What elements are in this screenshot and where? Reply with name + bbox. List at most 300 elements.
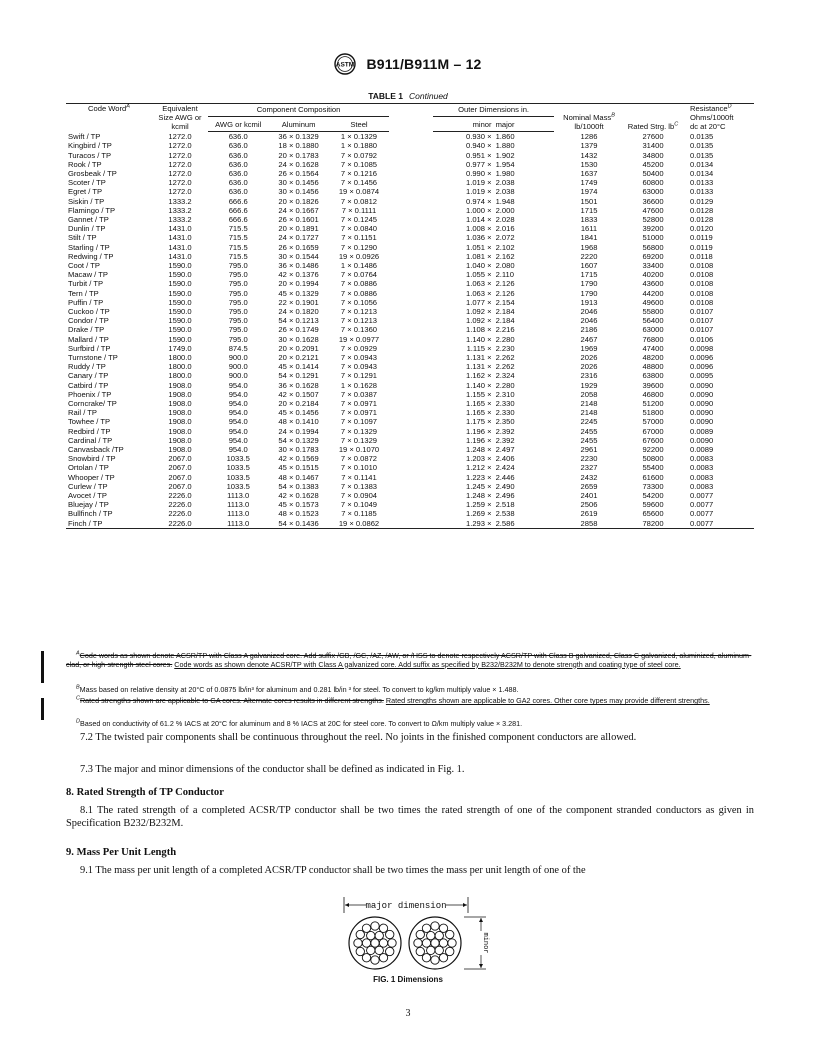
table-cell: 0.0077 <box>690 509 714 519</box>
table-cell: 51800 <box>642 408 664 418</box>
table-cell: 45200 <box>642 159 664 169</box>
table-cell: 2401 <box>580 491 598 501</box>
table-row <box>66 279 754 288</box>
table-cell: 2026 <box>580 362 598 372</box>
table-cell: 48200 <box>642 352 664 362</box>
table-cell: Siskin / TP <box>68 196 105 206</box>
footnote-b: $^B$Mass based on relative density at 20°C of 0.0875 lb/in³ for aluminum and 0.281 lb/in ³ for steel. To convert to kg/km multiply value × 1.488. <box>76 684 519 694</box>
table-cell: 636.0 <box>228 168 248 178</box>
table-row <box>66 390 754 399</box>
table-cell: 1.948 <box>495 196 515 206</box>
table-cell: 0.940 × <box>466 141 492 151</box>
table-label: TABLE 1 <box>368 91 404 101</box>
table-cell: 7 × 0.1290 <box>340 242 378 252</box>
table-cell: 1908.0 <box>168 435 192 445</box>
table-cell: 1.131 × <box>466 352 492 362</box>
table-cell: 54 × 0.1329 <box>278 435 319 445</box>
table-cell: 1.259 × <box>466 500 492 510</box>
strand-circle <box>416 947 424 955</box>
table-cell: 636.0 <box>228 132 248 142</box>
table-cell: 2316 <box>580 371 598 381</box>
table-cell: 2220 <box>580 251 598 261</box>
table-cell: 1272.0 <box>168 141 192 151</box>
table-cell: 1.063 × <box>466 279 492 289</box>
table-cell: 1.008 × <box>466 224 492 234</box>
table-cell: 59600 <box>642 500 664 510</box>
table-cell: 0.0129 <box>690 196 714 206</box>
table-cell: 795.0 <box>228 279 248 289</box>
table-cell: 1.077 × <box>466 297 492 307</box>
table-row <box>66 500 754 509</box>
table-cell: 0.0118 <box>690 251 713 261</box>
table-cell: 1272.0 <box>168 131 192 141</box>
table-cell: 7 × 0.1151 <box>341 233 377 243</box>
table-cell: 56400 <box>642 316 664 326</box>
table-cell: 1749.0 <box>168 343 192 353</box>
table-cell: Drake / TP <box>68 325 105 335</box>
table-cell: 45 × 0.1456 <box>278 408 319 418</box>
table-cell: 2046 <box>580 316 598 326</box>
table-cell: 1286 <box>580 131 598 141</box>
table-cell: 73300 <box>642 481 664 491</box>
table-cell: Phoenix / TP <box>68 389 112 399</box>
table-cell: 51200 <box>642 399 664 408</box>
table-cell: 19 × 0.1070 <box>338 445 380 455</box>
table-cell: Coot / TP <box>68 260 100 270</box>
table-cell: 30 × 0.1456 <box>278 178 319 188</box>
table-cell: 1800.0 <box>168 371 192 381</box>
table-row <box>66 160 754 169</box>
table-cell: 2067.0 <box>168 481 192 491</box>
table-row <box>66 344 754 353</box>
table-cell: Redwing / TP <box>68 251 114 261</box>
table-row <box>66 482 754 491</box>
change-bar <box>41 651 44 683</box>
table-cell: 1.131 × <box>466 362 492 372</box>
table-cell: 42 × 0.1569 <box>278 454 319 464</box>
table-cell: 24 × 0.1628 <box>278 159 319 169</box>
col-awg: AWG or kcmil <box>208 117 268 132</box>
table-cell: 1908.0 <box>168 426 192 436</box>
table-cell: 0.0133 <box>690 178 714 188</box>
table-row <box>66 519 754 529</box>
table-row <box>66 353 754 362</box>
table-cell: 61600 <box>642 472 664 482</box>
table-cell: 900.0 <box>228 371 248 381</box>
table-cell: 1431.0 <box>168 224 192 234</box>
strand-circle <box>448 939 456 947</box>
table-cell: Flamingo / TP <box>68 205 116 215</box>
table-cell: 2.424 <box>495 463 515 473</box>
table-cell: 26 × 0.1601 <box>278 214 319 224</box>
table-cell: 20 × 0.1826 <box>278 196 319 206</box>
table-cell: 715.5 <box>228 251 248 261</box>
table-cell: 1974 <box>580 187 598 197</box>
table-cell: 31400 <box>642 141 664 151</box>
table-cell: 2067.0 <box>168 463 192 473</box>
table-cell: 50800 <box>642 454 664 464</box>
table-cell: 2226.0 <box>168 500 192 510</box>
table-cell: 0.0090 <box>690 417 714 427</box>
table-cell: 7 × 0.0812 <box>340 196 378 206</box>
table-cell: 1908.0 <box>168 408 192 418</box>
table-cell: 1.036 × <box>466 233 492 243</box>
col-rated-strength: Rated Strg. $lb^C$ <box>624 104 682 132</box>
table-cell: Curlew / TP <box>68 481 108 491</box>
table-cell: 1590.0 <box>168 334 192 344</box>
table-cell: 900.0 <box>228 362 248 372</box>
table-cell: 1.196 × <box>466 426 492 436</box>
table-cell: 1.223 × <box>466 472 492 482</box>
table-cell: 954.0 <box>228 380 248 390</box>
paragraph-7-3: 7.3 The major and minor dimensions of the conductor shall be defined as indicated in Fig. 1. <box>80 764 465 775</box>
col-resistance: Resistance$^D$ Ohms/1000ft dc at 20°C <box>682 104 754 132</box>
col-equivalent: Equivalent Size AWG or kcmil <box>152 104 208 132</box>
table-cell: 795.0 <box>228 288 248 298</box>
table-cell: 2858 <box>554 519 624 529</box>
table-cell: 48 × 0.1410 <box>278 417 319 427</box>
table-cell: 2067.0 <box>168 454 192 464</box>
table-cell: 0.0077 <box>682 519 754 529</box>
table-cell: 0.0098 <box>690 343 714 353</box>
table-row <box>66 187 754 196</box>
table-cell: 0.0135 <box>690 141 714 151</box>
table-cell: 0.0106 <box>690 334 714 344</box>
section-8-title: 8. Rated Strength of TP Conductor <box>66 787 224 798</box>
table-cell: 0.0128 <box>690 214 714 224</box>
table-cell: 954.0 <box>228 408 248 418</box>
table-cell: 2230 <box>580 454 598 464</box>
footnote-d: $^D$Based on conductivity of 61.2 % IACS at 20°C for aluminum and 8 % IACS at 20C for steel core. To convert to Ω/km multiply value × 3.281. <box>76 718 523 728</box>
table-cell: 56800 <box>642 242 664 252</box>
table-cell: 7 × 0.0929 <box>340 343 378 353</box>
table-cell: Catbird / TP <box>68 380 109 390</box>
table-cell: 65600 <box>642 509 664 519</box>
table-cell: 0.0095 <box>690 371 714 381</box>
table-cell: 1113.0 <box>227 509 250 519</box>
table-cell: 1 × 0.1486 <box>340 260 378 270</box>
table-cell: 1.880 <box>495 141 515 151</box>
table-cell: 20 × 0.1783 <box>278 150 319 160</box>
strand-circle <box>379 954 387 962</box>
section-9-title: 9. Mass Per Unit Length <box>66 847 177 858</box>
table-cell: 27600 <box>642 131 664 141</box>
table-cell: 7 × 0.0387 <box>340 389 378 399</box>
table-cell: 18 × 0.1880 <box>278 141 319 151</box>
strand-circle <box>439 954 447 962</box>
table-cell: Canvasback /TP <box>68 445 124 455</box>
table-cell: 2.102 <box>495 242 515 252</box>
table-cell: Ortolan / TP <box>68 463 109 473</box>
table-cell: 1833 <box>580 214 598 224</box>
table-cell: 7 × 0.1329 <box>340 435 378 445</box>
table-cell: 2226.0 <box>168 509 192 519</box>
table-cell: 51000 <box>642 233 664 243</box>
table-cell: 1.165 × <box>466 408 492 418</box>
table-row <box>66 463 754 472</box>
table-cell: 69200 <box>642 251 664 261</box>
table-cell: 20 × 0.2091 <box>278 343 319 353</box>
table-cell: 666.6 <box>228 205 248 215</box>
table-cell: Condor / TP <box>68 316 109 326</box>
table-cell: 7 × 0.1216 <box>340 168 378 178</box>
table-cell: 2.110 <box>495 270 515 280</box>
table-cell: 1 × 0.1329 <box>340 132 378 142</box>
table-cell: 1333.2 <box>168 214 192 224</box>
table-cell: 7 × 0.1456 <box>340 178 378 188</box>
strand-circle <box>354 939 362 947</box>
table-cell: 1431.0 <box>168 251 192 261</box>
table-cell: 0.0083 <box>690 454 714 464</box>
figure-dimensions-diagram <box>340 893 490 985</box>
table-cell: 48800 <box>642 362 664 372</box>
table-cell: 2.324 <box>495 371 515 381</box>
table-cell: 1033.5 <box>226 463 250 473</box>
table-cell: 2.072 <box>495 233 515 243</box>
table-cell: 20 × 0.1994 <box>278 279 319 289</box>
table-row <box>66 399 754 408</box>
table-cell: 0.0096 <box>690 352 714 362</box>
table-cell: 1.019 × <box>466 187 492 197</box>
table-cell: 55800 <box>642 306 664 316</box>
conductor-table <box>66 103 754 529</box>
table-cell: 19 × 0.0862 <box>329 519 389 529</box>
table-cell: 2.497 <box>495 445 515 455</box>
table-cell: 0.990 × <box>466 168 492 178</box>
table-cell: 1.092 × <box>466 316 492 326</box>
table-title <box>0 91 816 101</box>
table-cell: 2.028 <box>495 214 515 224</box>
table-cell: 2467 <box>580 334 598 344</box>
table-row <box>66 132 754 142</box>
table-cell: 7 × 0.1213 <box>340 306 378 316</box>
table-cell: 1.081 × <box>466 251 492 261</box>
table-cell: 67000 <box>642 426 664 436</box>
table-cell: 1113.0 <box>227 500 250 510</box>
table-cell: 0.0096 <box>690 362 714 372</box>
table-cell: 0.0083 <box>690 472 714 482</box>
table-cell: 1800.0 <box>168 352 192 362</box>
table-cell: 67600 <box>642 435 664 445</box>
table-cell: 7 × 0.1056 <box>340 297 378 307</box>
table-cell: 1790 <box>580 279 598 289</box>
table-cell: 36 × 0.1628 <box>278 380 319 390</box>
table-cell: 7 × 0.0971 <box>340 399 378 408</box>
table-cell: 715.5 <box>228 242 248 252</box>
table-cell: 1749 <box>580 178 598 188</box>
table-cell: 0.974 × <box>466 196 492 206</box>
table-cell: 7 × 0.1291 <box>340 371 378 381</box>
footnote-a-inserted: Code words as shown denote ACSR/TP with Class A galvanized core. Add suffix as specified by B232/B232M to denote strength and coating type of steel core. <box>174 659 681 669</box>
table-cell: 2.126 <box>495 279 515 289</box>
table-cell: 60800 <box>642 178 664 188</box>
col-code-word: Code Word$^A$ <box>66 104 152 132</box>
conductor-right-icon <box>409 917 461 969</box>
table-cell: Avocet / TP <box>68 491 107 501</box>
table-cell: 7 × 0.1010 <box>340 463 378 473</box>
table-cell: 0.0119 <box>690 242 713 252</box>
table-cell: 1590.0 <box>168 270 192 280</box>
table-cell: 2.216 <box>495 325 515 335</box>
table-cell: 7 × 0.1111 <box>341 205 377 215</box>
table-cell: 42 × 0.1507 <box>278 389 319 399</box>
table-cell: 1.212 × <box>466 463 492 473</box>
table-cell: 1969 <box>580 343 598 353</box>
table-cell: Redbird / TP <box>68 426 111 436</box>
table-cell: 1800.0 <box>168 362 192 372</box>
table-cell: Ruddy / TP <box>68 362 106 372</box>
table-cell: 2245 <box>580 417 598 427</box>
table-cell: 1333.2 <box>168 205 192 215</box>
table-cell: Gannet / TP <box>68 214 109 224</box>
table-cell: 0.0090 <box>690 399 714 408</box>
table-cell: 0.0135 <box>690 150 714 160</box>
table-cell: Whooper / TP <box>68 472 115 482</box>
table-row <box>66 408 754 417</box>
table-cell: 1431.0 <box>168 242 192 252</box>
table-cell: 78200 <box>624 519 682 529</box>
table-cell: 7 × 0.0886 <box>340 279 378 289</box>
table-cell: 2148 <box>580 399 598 408</box>
table-cell: 24 × 0.1667 <box>278 205 319 215</box>
table-cell: 2.310 <box>495 389 515 399</box>
table-cell: 57000 <box>642 417 664 427</box>
table-row <box>66 289 754 298</box>
paragraph-9-1: 9.1 The mass per unit length of a completed ACSR/TP conductor shall be two times the mass per unit length of one of the <box>80 865 586 876</box>
table-cell: Puffin / TP <box>68 297 104 307</box>
table-cell: 636.0 <box>228 187 248 197</box>
table-cell: 1637 <box>580 168 598 178</box>
table-cell: 1908.0 <box>168 389 192 399</box>
table-cell: 0.977 × <box>466 159 492 169</box>
table-cell: 54 × 0.1436 <box>268 519 328 529</box>
table-cell: 2.490 <box>495 481 515 491</box>
paragraph-8-1: 8.1 The rated strength of a completed ACSR/TP conductor shall be two times the rated strength of one of the component stranded conductors as given in Specification B232/B232M. <box>66 805 754 829</box>
table-cell: 7 × 0.1245 <box>340 214 378 224</box>
table-cell: Corncrake/ TP <box>68 399 117 408</box>
table-cell: 1908.0 <box>168 417 192 427</box>
strand-circle <box>446 930 454 938</box>
table-cell: 2.392 <box>495 426 515 436</box>
table-cell: 0.0107 <box>690 316 714 326</box>
table-cell: 2.330 <box>495 408 515 418</box>
table-cell: 1.040 × <box>466 260 492 270</box>
table-cell: 24 × 0.1994 <box>278 426 319 436</box>
table-cell: 63000 <box>642 187 664 197</box>
table-cell: 2.184 <box>495 306 515 316</box>
table-cell: 0.0134 <box>690 168 714 178</box>
table-cell: 1.165 × <box>466 399 492 408</box>
table-cell: 7 × 0.0792 <box>340 150 378 160</box>
table-cell: Turacos / TP <box>68 150 112 160</box>
table-cell: 7 × 0.1049 <box>340 500 378 510</box>
table-cell: 39600 <box>642 380 664 390</box>
table-cell: 715.5 <box>228 233 248 243</box>
table-row <box>66 169 754 178</box>
table-cell: 7 × 0.1097 <box>340 417 378 427</box>
table-cell: Surfbird / TP <box>68 343 111 353</box>
table-cell: 7 × 0.1213 <box>340 316 378 326</box>
table-cell: 1501 <box>580 196 598 206</box>
table-cell: 1.162 × <box>466 371 492 381</box>
strand-circle <box>431 922 439 930</box>
table-cell: 795.0 <box>228 297 248 307</box>
table-row <box>66 206 754 215</box>
table-cell: Starling / TP <box>68 242 110 252</box>
table-cell: 1.108 × <box>466 325 492 335</box>
table-cell: 7 × 0.1329 <box>340 426 378 436</box>
table-cell: 46800 <box>642 389 664 399</box>
table-cell: 26 × 0.1564 <box>278 168 319 178</box>
table-cell: 43600 <box>642 279 664 289</box>
table-cell: 24 × 0.1727 <box>278 233 319 243</box>
table-cell: 2067.0 <box>168 472 192 482</box>
table-cell: 1908.0 <box>168 399 192 408</box>
table-row <box>66 491 754 500</box>
table-row <box>66 371 754 380</box>
table-cell: 1113.0 <box>208 519 268 529</box>
table-cell: 2026 <box>580 352 598 362</box>
table-row <box>66 141 754 150</box>
table-cell: 1033.5 <box>226 472 250 482</box>
table-cell: 19 × 0.0874 <box>338 187 380 197</box>
table-cell: 1.115 × <box>466 343 492 353</box>
table-cell: 22 × 0.1901 <box>278 297 319 307</box>
table-cell: 36 × 0.1486 <box>278 260 319 270</box>
table-cell: 0.0083 <box>690 463 714 473</box>
table-cell: 2.538 <box>495 509 515 519</box>
table-cell: 1.155 × <box>466 389 492 399</box>
table-cell: 0.0120 <box>690 224 714 234</box>
table-cell: 1.245 × <box>466 481 492 491</box>
table-cell: Turbit / TP <box>68 279 104 289</box>
table-cell: 666.6 <box>228 196 248 206</box>
table-cell: Egret / TP <box>68 187 103 197</box>
table-cell: 7 × 0.0872 <box>340 454 378 464</box>
table-cell: 1715 <box>580 205 598 215</box>
table-cell: 48 × 0.1467 <box>278 472 319 482</box>
table-cell: 20 × 0.2184 <box>278 399 319 408</box>
table-cell: 2226.0 <box>168 491 192 501</box>
table-cell: 1431.0 <box>168 233 192 243</box>
table-cell: 1908.0 <box>168 445 192 455</box>
table-cell: 0.0108 <box>690 260 714 270</box>
table-cell: 1.175 × <box>466 417 492 427</box>
table-cell: 0.0119 <box>690 233 713 243</box>
table-cell: 7 × 0.0764 <box>340 270 378 280</box>
table-continued: Continued <box>409 91 448 101</box>
table-cell: 0.930 × <box>466 132 492 142</box>
table-cell: Tern / TP <box>68 288 99 298</box>
table-cell: 0.0090 <box>690 435 714 445</box>
table-cell: 0.0107 <box>690 325 714 335</box>
table-cell: 1.860 <box>495 132 515 142</box>
table-cell: 2.446 <box>495 472 515 482</box>
table-row <box>66 243 754 252</box>
table-cell: 36 × 0.1329 <box>278 132 319 142</box>
table-cell: 2659 <box>580 481 598 491</box>
table-cell: 19 × 0.0926 <box>338 251 380 261</box>
table-cell: 0.0090 <box>690 408 714 418</box>
strand-circle <box>362 924 370 932</box>
table-cell: 1033.5 <box>226 454 250 464</box>
table-cell: 2.406 <box>495 454 515 464</box>
table-cell: 0.0128 <box>690 205 714 215</box>
footnote-c-inserted: Rated strengths shown are applicable to GA2 cores. Other core types may provide different strengths. <box>385 696 710 705</box>
table-cell: 0.0107 <box>690 306 714 316</box>
table-cell: 2961 <box>580 445 598 455</box>
table-cell: 45 × 0.1573 <box>278 500 319 510</box>
